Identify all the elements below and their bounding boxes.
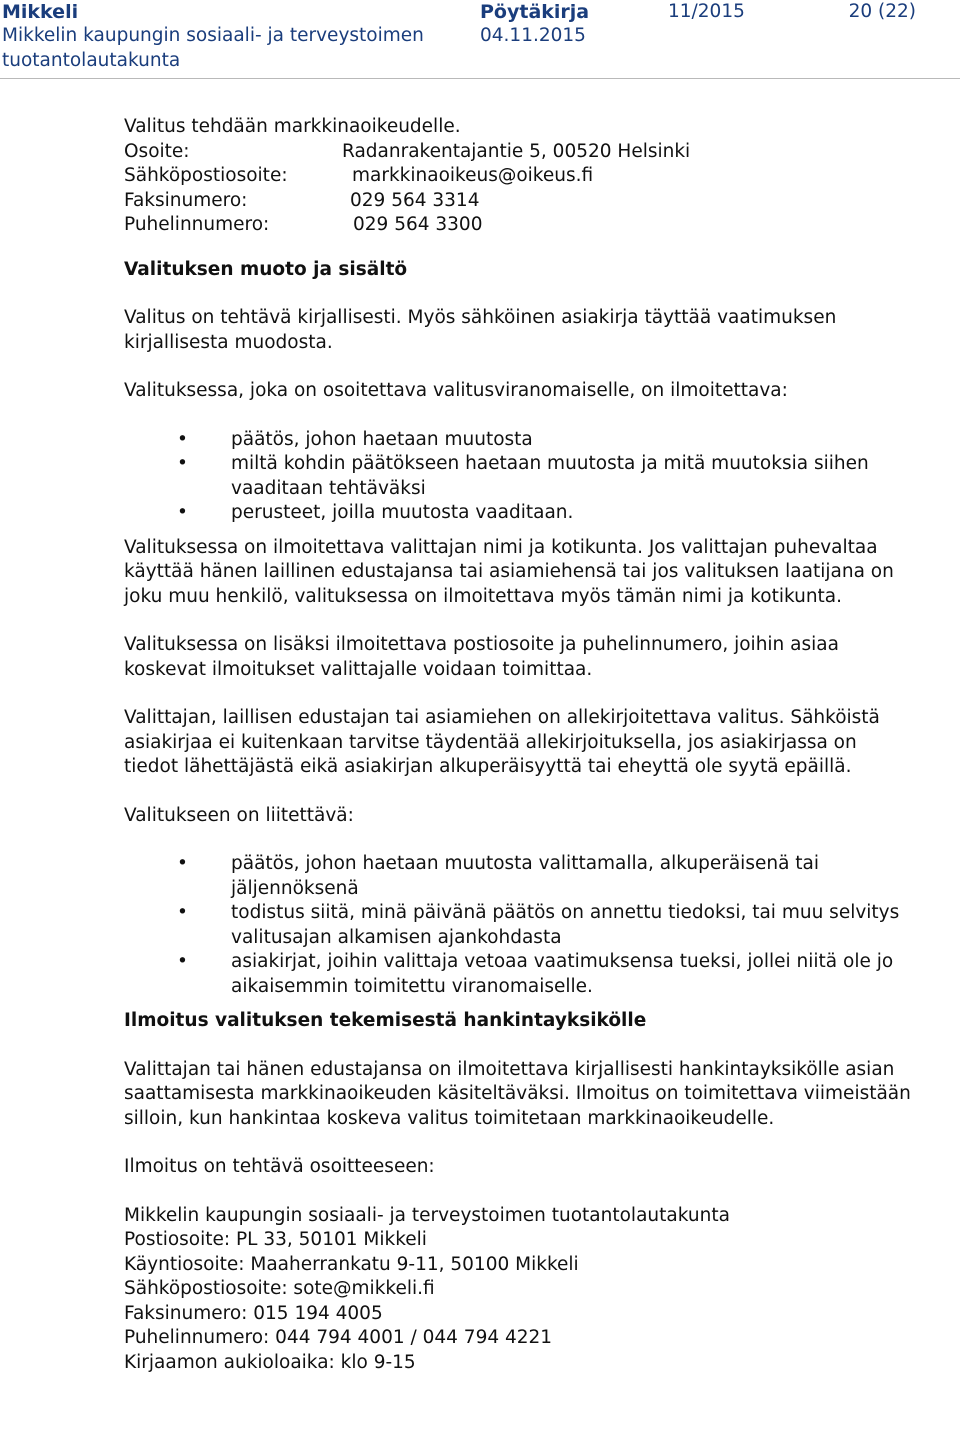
- list-item: [124, 950, 914, 999]
- bullet-icon: •: [177, 902, 188, 924]
- list-item: [124, 428, 914, 453]
- spacer: [124, 780, 914, 804]
- header-divider: [0, 78, 960, 79]
- spacer: [124, 1180, 914, 1204]
- list-item-text: päätös, johon haetaan muutosta valittamalla, alkuperäisenä tai jäljennöksenä: [231, 853, 820, 899]
- paragraph-written-form: Valitus on tehtävä kirjallisesti. Myös sähköinen asiakirja täyttää vaatimuksen kirjallisesta muodosta.: [124, 307, 837, 353]
- paragraph-must-state: Valituksessa, joka on osoitettava valitusviranomaiselle, on ilmoitettava:: [124, 380, 788, 402]
- address-row-email: [124, 164, 914, 189]
- address-row-street: [124, 140, 914, 165]
- phone-value: 029 564 3300: [353, 214, 483, 236]
- paragraph-notice-address-intro: Ilmoitus on tehtävä osoitteeseen:: [124, 1156, 435, 1178]
- spacer: [124, 828, 914, 852]
- bullet-icon: •: [177, 853, 188, 875]
- paragraph-postal-address: Valituksessa on lisäksi ilmoitettava postiosoite ja puhelinnumero, joihin asiaa koskevat ilmoitukset valittajalle voidaan toimittaa.: [124, 634, 839, 680]
- address-line: Faksinumero: 015 194 4005: [124, 1302, 383, 1324]
- list-item-text: miltä kohdin päätökseen haetaan muutosta ja mitä muutoksia siihen vaaditaan tehtäväksi: [231, 453, 869, 499]
- fax-value: 029 564 3314: [350, 189, 480, 211]
- spacer: [124, 355, 914, 379]
- paragraph-signature: Valittajan, laillisen edustajan tai asiamiehen on allekirjoitettava valitus. Sähköistä asiakirjaa ei kuitenkaan tarvitse täydentää allekirjoituksella, jos asiakirjassa on tiedot lähettäjästä eikä asiakirjan alkuperäisyyttä tai eheyttä ole syytä epäillä.: [124, 707, 880, 778]
- page-number: 20 (22): [848, 1, 916, 22]
- paragraph-attachments-intro: Valitukseen on liitettävä:: [124, 804, 354, 826]
- list-item: [124, 501, 914, 526]
- page-header: [0, 0, 960, 75]
- spacer: [124, 1131, 914, 1155]
- paragraph-notice: Valittajan tai hänen edustajansa on ilmoitettava kirjallisesti hankintayksikölle asian saattamisesta markkinaoikeuden käsiteltäväksi. Ilmoitus on toimitettava viimeistään silloin, kun hankintaa koskeva valitus toimitetaan markkinaoikeudelle.: [124, 1058, 911, 1129]
- document-number: 11/2015: [668, 1, 745, 22]
- attachments-list: [124, 852, 914, 999]
- list-item-text: päätös, johon haetaan muutosta: [231, 428, 533, 450]
- board-name-line1: Mikkelin kaupungin sosiaali- ja terveystoimen: [2, 25, 424, 46]
- spacer: [124, 1034, 914, 1058]
- appeal-address-block: [124, 115, 914, 238]
- address-line: Kirjaamon aukioloaika: klo 9-15: [124, 1351, 416, 1373]
- notice-address-block: [124, 1204, 914, 1376]
- document-date: 04.11.2015: [480, 25, 586, 46]
- spacer: [124, 282, 914, 306]
- list-item: [124, 852, 914, 901]
- city-name: Mikkeli: [2, 1, 79, 23]
- address-value: Radanrakentajantie 5, 00520 Helsinki: [342, 140, 691, 162]
- document-body: [124, 115, 914, 1375]
- address-line: Postiosoite: PL 33, 50101 Mikkeli: [124, 1229, 427, 1251]
- address-line: Mikkelin kaupungin sosiaali- ja terveystoimen tuotantolautakunta: [124, 1204, 730, 1226]
- address-line: Sähköpostiosoite: sote@mikkeli.fi: [124, 1278, 435, 1300]
- address-row-fax: [124, 189, 914, 214]
- bullet-icon: •: [177, 428, 188, 450]
- document-info: [480, 0, 640, 49]
- address-label: Osoite:: [124, 140, 190, 162]
- list-item: [124, 901, 914, 950]
- list-item-text: asiakirjat, joihin valittaja vetoaa vaatimuksensa tueksi, jollei niitä ole jo aikaisemmin toimitettu viranomaiselle.: [231, 951, 894, 997]
- spacer: [124, 999, 914, 1009]
- document-type: Pöytäkirja: [480, 1, 590, 23]
- email-label: Sähköpostiosoite:: [124, 165, 288, 187]
- email-value: markkinaoikeus@oikeus.fi: [352, 165, 594, 187]
- fax-label: Faksinumero:: [124, 189, 248, 211]
- section-heading-notice: Ilmoitus valituksen tekemisestä hankintayksikölle: [124, 1010, 647, 1032]
- paragraph-appellant-name: Valituksessa on ilmoitettava valittajan nimi ja kotikunta. Jos valittajan puhevaltaa käyttää hänen laillinen edustajansa tai asiamiehensä tai jos valituksen laatijana on joku muu henkilö, valituksessa on ilmoitettava myös tämän nimi ja kotikunta.: [124, 536, 894, 607]
- address-line: Puhelinnumero: 044 794 4001 / 044 794 4221: [124, 1327, 553, 1349]
- list-item: [124, 452, 914, 501]
- appeal-intro: Valitus tehdään markkinaoikeudelle.: [124, 116, 461, 137]
- spacer: [124, 682, 914, 706]
- organization-block: [2, 0, 472, 73]
- spacer: [124, 404, 914, 428]
- section-heading-form: Valituksen muoto ja sisältö: [124, 258, 408, 280]
- address-row-phone: [124, 213, 914, 238]
- address-line: Käyntiosoite: Maaherrankatu 9-11, 50100 Mikkeli: [124, 1253, 579, 1275]
- bullet-icon: •: [177, 453, 188, 475]
- phone-label: Puhelinnumero:: [124, 214, 270, 236]
- required-contents-list: [124, 428, 914, 526]
- spacer: [124, 238, 914, 258]
- list-item-text: todistus siitä, minä päivänä päätös on annettu tiedoksi, tai muu selvitys valitusajan alkamisen ajankohdasta: [231, 902, 900, 948]
- spacer: [124, 526, 914, 536]
- bullet-icon: •: [177, 951, 188, 973]
- board-name-line2: tuotantolautakunta: [2, 49, 181, 71]
- bullet-icon: •: [177, 502, 188, 524]
- spacer: [124, 609, 914, 633]
- list-item-text: perusteet, joilla muutosta vaaditaan.: [231, 502, 574, 524]
